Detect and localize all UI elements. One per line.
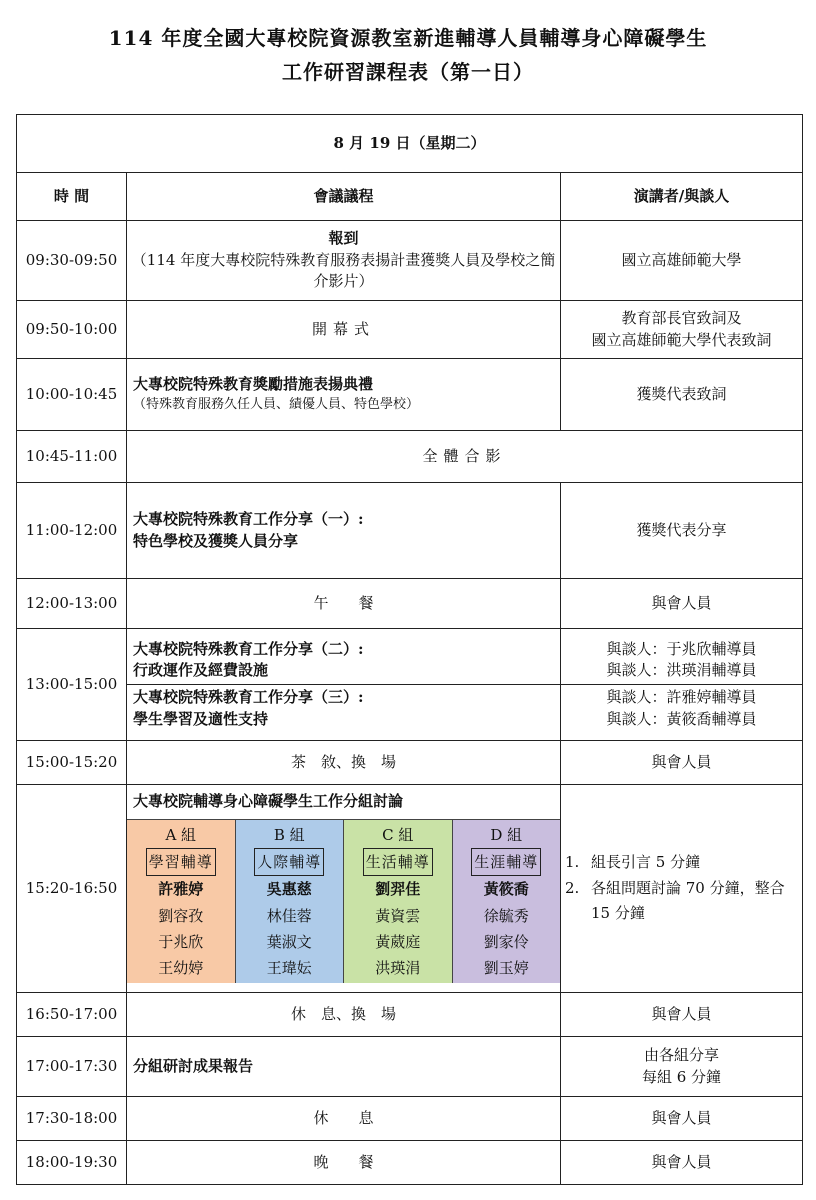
note-text: 組長引言 5 分鐘 [591,853,701,872]
agenda-cell: 茶 敘、換 場 [127,741,561,785]
speaker-line: 教育部長官致詞及 [621,308,742,327]
note-item [565,876,802,927]
table-row [17,359,803,431]
agenda-cell: 開幕式 [127,301,561,359]
time-cell: 17:00-17:30 [17,1037,127,1097]
group-member: 林佳蓉 [266,906,312,925]
group-topic: 人際輔導 [254,848,324,876]
time-cell: 15:20-16:50 [17,785,127,993]
group-topic: 生活輔導 [363,848,433,876]
agenda-cell [127,359,561,431]
group-member: 王瑋妘 [266,959,312,977]
agenda-line: 行政運作及經費設施 [133,661,269,680]
agenda-line: 大專校院特殊教育工作分享（二）: [133,639,364,658]
table-row [17,741,803,785]
group-member: 劉家伶 [483,932,529,951]
speaker-line: 與談人：黃筱喬輔導員 [606,709,757,728]
speaker-cell: 與會人員 [561,1141,803,1185]
speaker-line: 與談人：洪瑛涓輔導員 [606,661,757,680]
agenda-note: （特殊教育服務久任人員、績優人員、特色學校） [133,396,420,412]
speaker-line: 每組 6 分鐘 [641,1067,722,1086]
table-row [17,785,803,993]
group-grid [127,819,560,984]
document-title-line2: 工作研習課程表（第一日） [282,60,534,84]
time-cell: 10:00-10:45 [17,359,127,431]
agenda-title: 報到 [328,228,359,247]
date-row [17,115,803,173]
speaker-line: 國立高雄師範大學代表致詞 [591,330,772,349]
group-leader: 許雅婷 [158,880,204,899]
group-d [453,820,561,984]
agenda-line: 大專校院特殊教育工作分享（一）: [133,509,364,528]
group-member: 于兆欣 [158,932,204,951]
header-time: 時 間 [17,173,127,221]
table-row [17,221,803,301]
group-a [127,820,236,984]
table-row [17,993,803,1037]
agenda-cell: 午 餐 [127,579,561,629]
group-name: C 組 [382,825,414,844]
agenda-cell: 休 息 [127,1097,561,1141]
schedule-table [16,114,803,1185]
agenda-cell: 休 息、換 場 [127,993,561,1037]
agenda-block [127,637,560,686]
group-leader: 吳惠慈 [266,880,312,899]
group-member: 葉淑文 [266,932,312,951]
group-member: 洪瑛涓 [375,959,421,977]
time-cell: 09:30-09:50 [17,221,127,301]
note-number: 1. [565,853,580,872]
speaker-cell [561,785,803,993]
table-row [17,1037,803,1097]
discussion-notes [561,850,802,927]
agenda-cell: 全體合影 [127,431,803,483]
speaker-line: 與談人：許雅婷輔導員 [606,688,757,706]
speaker-cell [561,1037,803,1097]
speaker-cell: 獲獎代表分享 [561,483,803,579]
speaker-cell: 與會人員 [561,741,803,785]
agenda-cell [127,483,561,579]
speaker-cell [561,301,803,359]
group-member: 黃葳庭 [375,932,421,951]
speaker-line: 與談人：于兆欣輔導員 [606,639,757,658]
speaker-cell: 與會人員 [561,1097,803,1141]
table-row [17,483,803,579]
note-item [565,850,802,876]
group-leader: 黃筱喬 [483,880,529,899]
group-leader: 劉羿佳 [375,880,421,899]
agenda-line: 大專校院特殊教育工作分享（三）: [133,688,364,706]
agenda-title: 大專校院輔導身心障礙學生工作分組討論 [133,792,404,810]
time-cell: 16:50-17:00 [17,993,127,1037]
header-agenda: 會議議程 [127,173,561,221]
group-name: D 組 [490,825,523,844]
group-member: 劉玉婷 [483,959,529,977]
speaker-line: 由各組分享 [644,1045,720,1064]
table-row [17,1141,803,1185]
group-member: 黃資雲 [375,906,421,925]
group-member: 王幼婷 [158,959,204,977]
time-cell: 10:45-11:00 [17,431,127,483]
note-number: 2. [565,878,580,897]
agenda-line: 特色學校及獲獎人員分享 [133,531,299,550]
header-speaker: 演講者/與談人 [561,173,803,221]
group-topic: 生涯輔導 [471,848,541,876]
time-cell: 09:50-10:00 [17,301,127,359]
group-c [344,820,453,984]
table-row [17,301,803,359]
table-row [17,1097,803,1141]
agenda-cell [127,785,561,993]
agenda-cell: 晚 餐 [127,1141,561,1185]
speaker-cell: 獲獎代表致詞 [561,359,803,431]
agenda-cell: 分組研討成果報告 [127,1037,561,1097]
group-b [236,820,345,984]
document-title-line1: 114 年度全國大專校院資源教室新進輔導人員輔導身心障礙學生 [108,26,708,50]
time-cell: 17:30-18:00 [17,1097,127,1141]
table-row [17,431,803,483]
group-member: 劉容孜 [158,906,204,925]
table-row [17,629,803,741]
time-cell: 12:00-13:00 [17,579,127,629]
time-cell: 11:00-12:00 [17,483,127,579]
agenda-cell [127,629,561,741]
speaker-block [561,685,802,733]
group-topic: 學習輔導 [146,848,216,876]
agenda-cell [127,221,561,301]
agenda-title: 大專校院特殊教育獎勵措施表揚典禮 [133,375,374,394]
speaker-cell: 國立高雄師範大學 [561,221,803,301]
time-cell: 13:00-15:00 [17,629,127,741]
agenda-block [127,685,560,733]
time-cell: 18:00-19:30 [17,1141,127,1185]
speaker-cell [561,629,803,741]
speaker-cell: 與會人員 [561,993,803,1037]
date-cell: 8 月 19 日（星期二） [17,115,803,173]
agenda-line: 學生學習及適性支持 [133,709,269,728]
time-cell: 15:00-15:20 [17,741,127,785]
agenda-note: （114 年度大專校院特殊教育服務表揚計畫獲獎人員及學校之簡介影片） [131,250,556,291]
header-row [17,173,803,221]
speaker-cell: 與會人員 [561,579,803,629]
table-row [17,579,803,629]
speaker-block [561,637,802,686]
note-text: 各組問題討論 70 分鐘，整合 15 分鐘 [591,878,785,923]
group-name: A 組 [165,825,197,844]
group-member: 徐毓秀 [483,906,529,925]
group-name: B 組 [273,825,305,844]
